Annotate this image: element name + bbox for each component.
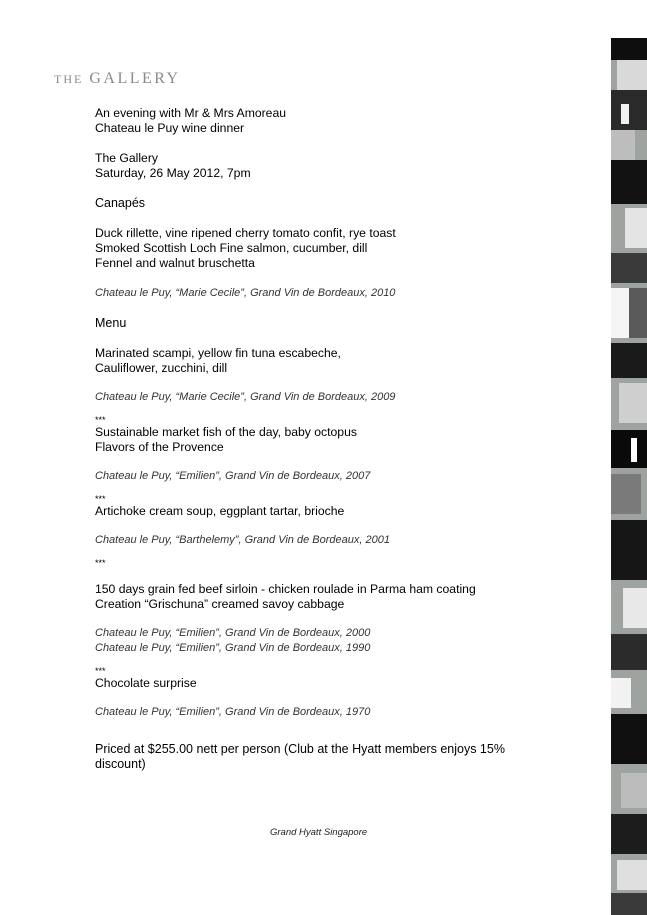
canape-item: Smoked Scottish Loch Fine salmon, cucumber, dill	[95, 241, 368, 255]
footer-hotel: Grand Hyatt Singapore	[270, 827, 368, 838]
course-1-dish: Cauliflower, zucchini, dill	[95, 361, 228, 375]
canape-item: Duck rillette, vine ripened cherry tomato confit, rye toast	[95, 226, 396, 240]
course-4-wine: Chateau le Puy, “Emilien”, Grand Vin de Bordeaux, 1990	[95, 642, 371, 654]
course-3-wine: Chateau le Puy, “Barthelemy”, Grand Vin de Bordeaux, 2001	[95, 534, 390, 546]
course-separator: ***	[95, 415, 106, 425]
intro-line-1: An evening with Mr & Mrs Amoreau	[95, 106, 287, 120]
course-separator: ***	[95, 558, 106, 568]
venue-logo	[54, 70, 181, 88]
menu-heading: Menu	[95, 316, 127, 330]
decorative-photo-strip	[611, 38, 647, 915]
course-1-wine: Chateau le Puy, “Marie Cecile”, Grand Vin de Bordeaux, 2009	[95, 391, 396, 403]
course-2-dish: Flavors of the Provence	[95, 440, 224, 454]
course-2-wine: Chateau le Puy, “Emilien”, Grand Vin de Bordeaux, 2007	[95, 470, 371, 482]
course-4-dish: 150 days grain fed beef sirloin - chicken roulade in Parma ham coating	[95, 582, 476, 596]
logo-gallery: GALLERY	[89, 70, 181, 87]
canapes-heading: Canapés	[95, 196, 146, 210]
course-separator: ***	[95, 666, 106, 676]
course-4-wine: Chateau le Puy, “Emilien”, Grand Vin de Bordeaux, 2000	[95, 627, 371, 639]
menu-content	[95, 106, 535, 772]
course-3-dish: Artichoke cream soup, eggplant tartar, brioche	[95, 504, 345, 518]
venue-name: The Gallery	[95, 151, 158, 165]
course-5-dish: Chocolate surprise	[95, 676, 197, 690]
canapes-wine: Chateau le Puy, “Marie Cecile”, Grand Vin de Bordeaux, 2010	[95, 287, 396, 299]
logo-the: THE	[54, 72, 84, 86]
price-note: Priced at $255.00 nett per person (Club at the Hyatt members enjoys 15% discount)	[95, 742, 505, 771]
canape-item: Fennel and walnut bruschetta	[95, 256, 255, 270]
course-5-wine: Chateau le Puy, “Emilien”, Grand Vin de Bordeaux, 1970	[95, 706, 371, 718]
intro-line-2: Chateau le Puy wine dinner	[95, 121, 245, 135]
course-1-dish: Marinated scampi, yellow fin tuna escabeche,	[95, 346, 341, 360]
event-date: Saturday, 26 May 2012, 7pm	[95, 166, 251, 180]
course-separator: ***	[95, 494, 106, 504]
course-2-dish: Sustainable market fish of the day, baby octopus	[95, 425, 357, 439]
course-4-dish: Creation “Grischuna” creamed savoy cabbage	[95, 597, 345, 611]
